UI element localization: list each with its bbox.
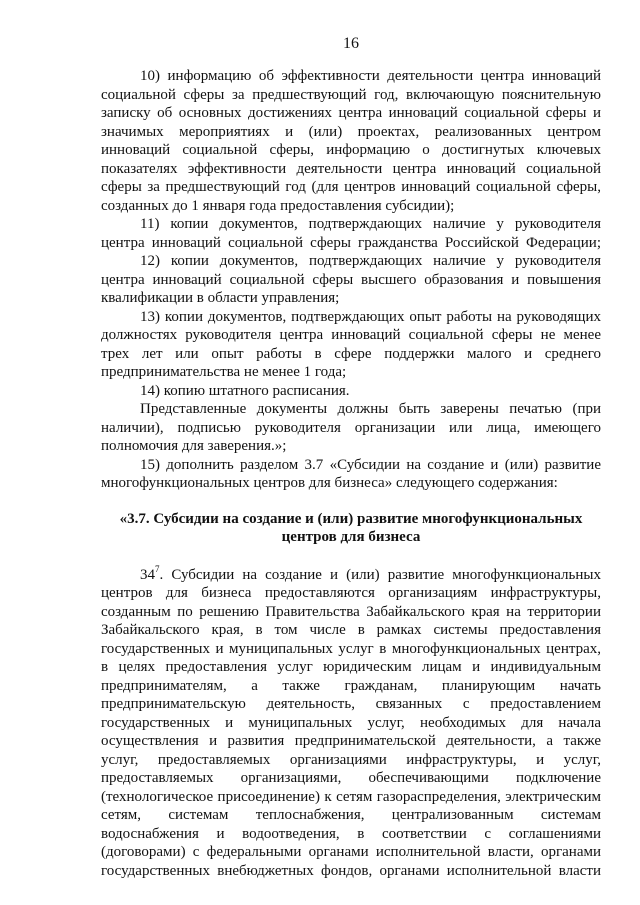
- text-line: (технологическое присоединение) к сетям газораспределения, электрическим: [101, 788, 601, 805]
- text-line: трех лет или опыт работы в сфере поддержки малого и среднего: [101, 345, 601, 362]
- text-line: Представленные документы должны быть заверены печатью (при: [140, 401, 601, 417]
- text-line: 14) копию штатного расписания.: [140, 382, 350, 399]
- text-line: сетям, системам теплоснабжения, централизованным системам: [101, 807, 601, 823]
- text-line: наличии), подписью руководителя организации или лица, имеющего: [101, 419, 601, 436]
- text-line: (договорами) с федеральными органами исполнительной власти, органами: [101, 844, 601, 860]
- spacer: [101, 547, 601, 566]
- text-line: значимых мероприятиях и (или) проектах, реализованных центром: [101, 123, 601, 140]
- section-heading-line-2: центров для бизнеса: [281, 529, 421, 545]
- text-line: показателях эффективности деятельности центра инноваций социальной: [101, 160, 601, 177]
- text-line: квалификации в области управления;: [101, 290, 340, 306]
- document-body: [101, 67, 601, 880]
- text-line: записку об основных достижениях центра инноваций социальной сферы и: [101, 105, 601, 121]
- text-line: 11) копии документов, подтверждающих наличие у руководителя: [140, 216, 601, 232]
- text-line: предпринимательскую деятельность, связанных с предоставлением: [101, 696, 601, 712]
- text-line: должностях руководителя центра инноваций социальной сферы не менее: [101, 327, 601, 343]
- text-line: инноваций социальной сферы, информацию о достигнутых ключевых: [101, 142, 601, 158]
- text-line: государственных и муниципальных услуг в многофункциональных центрах,: [101, 640, 601, 657]
- text-line: 15) дополнить разделом 3.7 «Субсидии на создание и (или) развитие: [140, 456, 601, 473]
- text-line: услуг, предоставляемых организациями инфраструктуры, и услуг,: [101, 751, 601, 768]
- text-line: центров для бизнеса предоставляются организациям инфраструктуры,: [101, 585, 601, 601]
- text-line: сферы за предшествующий год (для центров инноваций социальной сферы,: [101, 179, 601, 195]
- page-number: 16: [343, 35, 359, 52]
- text-line: государственных внебюджетных фондов, органами исполнительной власти: [101, 862, 601, 879]
- paragraph-34-body: [101, 584, 601, 880]
- text-line: созданным по решению Правительства Забайкальского края на территории: [101, 603, 601, 620]
- paragraph-34-first-line: [101, 563, 601, 585]
- text-line: предоставляемых организациями, обеспечивающими подключение: [101, 770, 601, 786]
- document-page: [101, 0, 601, 905]
- text-line: полномочия для заверения.»;: [101, 438, 287, 454]
- text-line: центра инноваций социальной сферы высшего образования и повышения: [101, 271, 601, 288]
- text-line: созданных до 1 января года предоставления субсидии);: [101, 197, 455, 214]
- paragraph-number-superscript: 7: [155, 563, 160, 574]
- text-line: государственных и муниципальных услуг, необходимых для начала: [101, 714, 601, 731]
- text-line: водоснабжения и водоотведения, в соответствии с соглашениями: [101, 825, 601, 842]
- text-line: 12) копии документов, подтверждающих наличие у руководителя: [140, 253, 601, 269]
- text-line: предпринимателям, а также гражданам, планирующим начать: [101, 677, 601, 694]
- text-line: Забайкальского края, в том числе в рамках системы предоставления: [101, 622, 601, 638]
- paragraph-text: . Субсидии на создание и (или) развитие многофункциональных: [159, 566, 601, 583]
- paragraph-number: 34: [140, 566, 155, 583]
- text-line: в целях предоставления услуг юридическим лицам и индивидуальным: [101, 659, 601, 675]
- text-line: многофункциональных центров для бизнеса» следующего содержания:: [101, 475, 558, 491]
- text-line: центра инноваций социальной сферы гражданства Российской Федерации;: [101, 234, 601, 251]
- text-line: 13) копии документов, подтверждающих опыт работы на руководящих: [140, 308, 601, 325]
- text-line: социальной сферы за предшествующий год, включающую пояснительную: [101, 86, 601, 103]
- text-line: осуществления и развития предпринимательской деятельности, а также: [101, 733, 601, 749]
- spacer: [101, 493, 601, 510]
- list-items-section: [101, 67, 601, 493]
- text-line: предпринимательства не менее 1 года;: [101, 364, 347, 380]
- section-heading-line-1: «3.7. Субсидии на создание и (или) развитие многофункциональных: [119, 510, 583, 527]
- text-line: 10) информацию об эффективности деятельности центра инноваций: [140, 68, 601, 84]
